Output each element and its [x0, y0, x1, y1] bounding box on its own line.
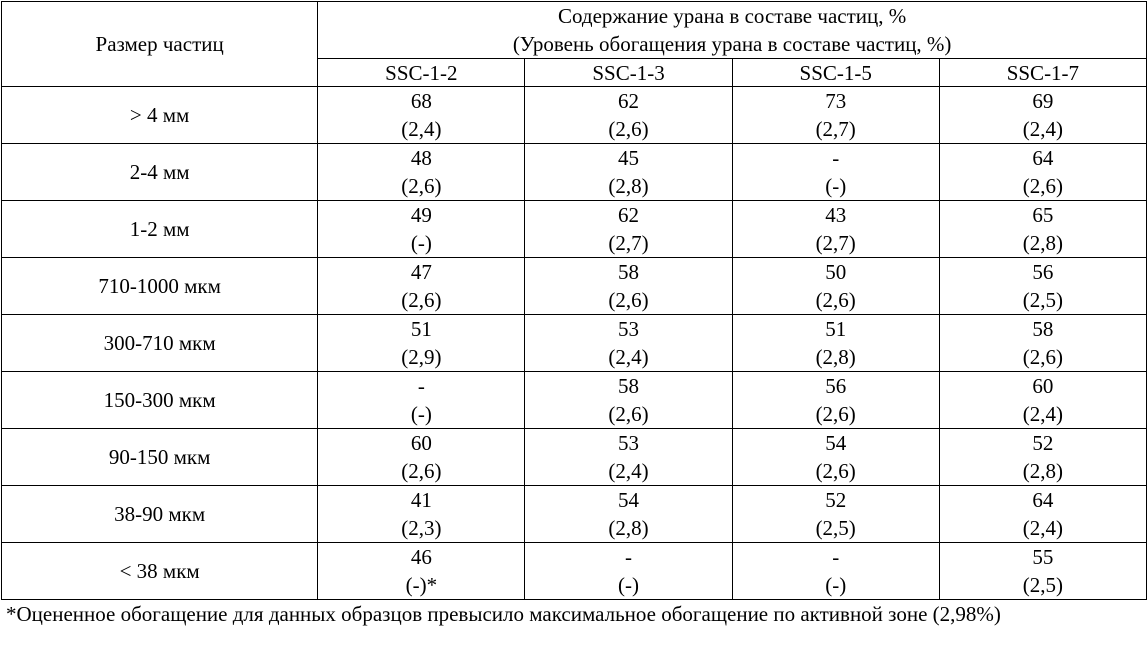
value-cell	[732, 486, 939, 543]
footnote: *Оцененное обогащение для данных образцов превысило максимальное обогащение по активной зоне (2,98%)	[6, 602, 1001, 626]
enrichment-value: (-)	[825, 174, 847, 198]
uranium-content-value: 55	[1032, 545, 1054, 569]
column-header-sample: SSC-1-2	[318, 59, 525, 87]
enrichment-value: (2,4)	[1022, 516, 1064, 540]
enrichment-value: (2,6)	[1022, 174, 1064, 198]
value-cell	[732, 372, 939, 429]
value-cell	[939, 87, 1146, 144]
value-cell	[732, 144, 939, 201]
value-cell	[525, 372, 732, 429]
enrichment-value: (2,6)	[401, 174, 442, 198]
particle-size-cell: 150-300 мкм	[2, 372, 318, 429]
value-cell	[318, 258, 525, 315]
enrichment-value: (2,4)	[608, 345, 649, 369]
value-cell	[318, 144, 525, 201]
enrichment-value: (-)	[618, 573, 640, 597]
group-header-uranium-content	[318, 2, 1147, 59]
uranium-content-value: 68	[410, 89, 432, 113]
value-cell	[939, 144, 1146, 201]
row-header-particle-size: Размер частиц	[2, 2, 318, 87]
value-cell	[939, 429, 1146, 486]
value-cell	[525, 201, 732, 258]
uranium-content-value: 43	[825, 203, 847, 227]
uranium-content-value: 46	[410, 545, 432, 569]
enrichment-value: (-)	[410, 231, 432, 255]
table-row	[2, 87, 1147, 144]
value-cell	[732, 258, 939, 315]
particle-size-cell: 90-150 мкм	[2, 429, 318, 486]
uranium-content-value: 69	[1032, 89, 1054, 113]
particle-size-cell: 710-1000 мкм	[2, 258, 318, 315]
uranium-content-value: -	[417, 374, 425, 398]
value-cell	[525, 486, 732, 543]
enrichment-value: (2,8)	[608, 516, 649, 540]
value-cell	[939, 543, 1146, 600]
uranium-content-value: 41	[410, 488, 432, 512]
enrichment-value: (2,8)	[1022, 459, 1064, 483]
value-cell	[732, 543, 939, 600]
value-cell	[939, 201, 1146, 258]
value-cell	[939, 315, 1146, 372]
uranium-content-value: 64	[1032, 146, 1054, 170]
value-cell	[318, 315, 525, 372]
uranium-content-value: -	[625, 545, 633, 569]
uranium-content-value: 56	[825, 374, 847, 398]
enrichment-value: (2,6)	[401, 459, 442, 483]
uranium-content-value: 51	[410, 317, 432, 341]
value-cell	[525, 429, 732, 486]
table-row	[2, 543, 1147, 600]
uranium-content-value: 58	[1032, 317, 1054, 341]
uranium-content-value: 56	[1032, 260, 1054, 284]
enrichment-value: (-)	[410, 402, 432, 426]
enrichment-value: (2,7)	[608, 231, 649, 255]
column-header-sample: SSC-1-3	[525, 59, 732, 87]
enrichment-value: (2,4)	[401, 117, 442, 141]
column-header-sample: SSC-1-7	[939, 59, 1146, 87]
table-row	[2, 144, 1147, 201]
enrichment-value: (2,4)	[1022, 402, 1064, 426]
table-row	[2, 429, 1147, 486]
uranium-content-value: 51	[825, 317, 847, 341]
enrichment-value: (2,7)	[815, 117, 856, 141]
enrichment-value: (2,4)	[608, 459, 649, 483]
value-cell	[732, 429, 939, 486]
enrichment-value: (2,4)	[1022, 117, 1064, 141]
uranium-content-value: 60	[410, 431, 432, 455]
uranium-content-value: 73	[825, 89, 847, 113]
uranium-content-value: 64	[1032, 488, 1054, 512]
uranium-content-value: 65	[1032, 203, 1054, 227]
value-cell	[525, 258, 732, 315]
value-cell	[525, 144, 732, 201]
enrichment-value: (2,6)	[608, 288, 649, 312]
enrichment-value: (2,6)	[815, 459, 856, 483]
value-cell	[732, 315, 939, 372]
column-header-sample: SSC-1-5	[732, 59, 939, 87]
enrichment-value: (2,6)	[815, 288, 856, 312]
uranium-content-value: 52	[825, 488, 847, 512]
value-cell	[939, 258, 1146, 315]
uranium-content-value: 49	[410, 203, 432, 227]
enrichment-value: (2,6)	[608, 117, 649, 141]
value-cell	[732, 201, 939, 258]
enrichment-value: (2,6)	[401, 288, 442, 312]
enrichment-value: (2,8)	[815, 345, 856, 369]
group-header-line2: (Уровень обогащения урана в составе частиц, %)	[512, 32, 952, 56]
enrichment-value: (2,5)	[1022, 573, 1064, 597]
particle-size-cell: 2-4 мм	[2, 144, 318, 201]
enrichment-value: (2,8)	[1022, 231, 1064, 255]
uranium-content-value: 53	[618, 431, 640, 455]
table-row	[2, 486, 1147, 543]
uranium-content-value: 47	[410, 260, 432, 284]
enrichment-value: (2,8)	[608, 174, 649, 198]
enrichment-value: (2,6)	[815, 402, 856, 426]
uranium-content-value: 50	[825, 260, 847, 284]
value-cell	[318, 429, 525, 486]
value-cell	[318, 201, 525, 258]
uranium-content-value: 53	[618, 317, 640, 341]
uranium-content-value: 58	[618, 374, 640, 398]
uranium-content-value: 62	[618, 89, 640, 113]
value-cell	[318, 372, 525, 429]
particle-size-cell: 38-90 мкм	[2, 486, 318, 543]
enrichment-value: (2,3)	[401, 516, 442, 540]
uranium-content-value: 45	[618, 146, 640, 170]
enrichment-value: (2,5)	[1022, 288, 1064, 312]
table-row	[2, 201, 1147, 258]
enrichment-value: (2,7)	[815, 231, 856, 255]
enrichment-value: (2,5)	[815, 516, 856, 540]
uranium-content-value: 62	[618, 203, 640, 227]
uranium-content-value: 54	[618, 488, 640, 512]
value-cell	[525, 87, 732, 144]
value-cell	[318, 87, 525, 144]
table-row	[2, 258, 1147, 315]
value-cell	[939, 372, 1146, 429]
value-cell	[732, 87, 939, 144]
uranium-content-value: -	[832, 146, 840, 170]
uranium-content-value: 58	[618, 260, 640, 284]
value-cell	[525, 315, 732, 372]
uranium-content-value: -	[832, 545, 840, 569]
particle-size-cell: 1-2 мм	[2, 201, 318, 258]
value-cell	[525, 543, 732, 600]
uranium-content-value: 48	[410, 146, 432, 170]
enrichment-value: (-)	[825, 573, 847, 597]
particle-size-cell: > 4 мм	[2, 87, 318, 144]
uranium-content-value: 52	[1032, 431, 1054, 455]
value-cell	[939, 486, 1146, 543]
table-row	[2, 315, 1147, 372]
uranium-content-value: 60	[1032, 374, 1054, 398]
enrichment-value: (2,6)	[608, 402, 649, 426]
particle-size-cell: < 38 мкм	[2, 543, 318, 600]
value-cell	[318, 543, 525, 600]
particle-size-cell: 300-710 мкм	[2, 315, 318, 372]
table-body	[2, 87, 1147, 600]
enrichment-value: (-)*	[405, 573, 438, 597]
uranium-content-value: 54	[825, 431, 847, 455]
table-row	[2, 372, 1147, 429]
group-header-line1: Содержание урана в составе частиц, %	[558, 4, 907, 28]
enrichment-value: (2,6)	[1022, 345, 1064, 369]
value-cell	[318, 486, 525, 543]
enrichment-value: (2,9)	[401, 345, 442, 369]
uranium-content-table	[1, 1, 1147, 600]
